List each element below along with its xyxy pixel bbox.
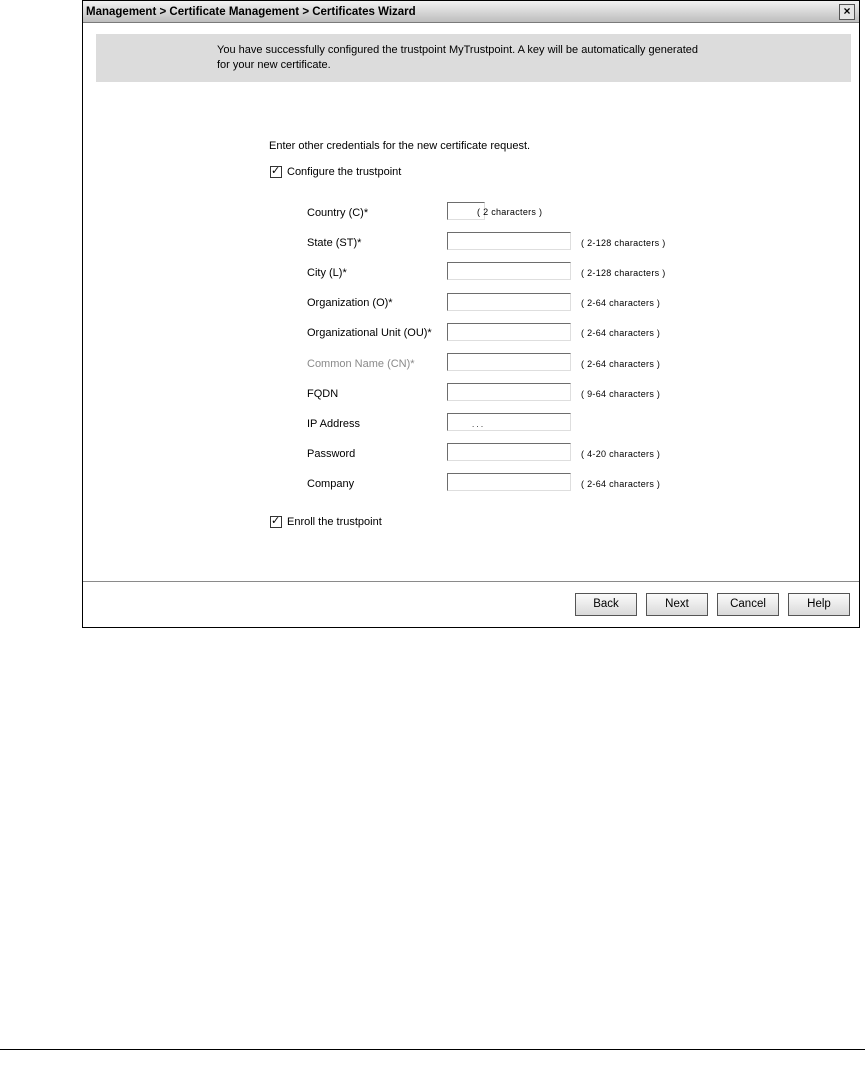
state-hint: ( 2-128 characters ) — [581, 238, 666, 248]
common-name-hint: ( 2-64 characters ) — [581, 359, 661, 369]
country-label: Country (C)* — [307, 207, 369, 219]
ip-octet-separators: . . . — [472, 420, 484, 429]
enroll-trustpoint-label: Enroll the trustpoint — [287, 516, 382, 528]
fqdn-hint: ( 9-64 characters ) — [581, 389, 661, 399]
state-label: State (ST)* — [307, 237, 362, 249]
organization-hint: ( 2-64 characters ) — [581, 298, 661, 308]
ip-address-input[interactable] — [447, 413, 571, 431]
city-label: City (L)* — [307, 267, 347, 279]
state-input[interactable] — [447, 232, 571, 250]
enroll-trustpoint-checkbox[interactable] — [270, 516, 382, 528]
company-input[interactable] — [447, 473, 571, 491]
fqdn-label: FQDN — [307, 388, 339, 400]
page-footer-rule — [0, 1049, 865, 1050]
ip-address-label: IP Address — [307, 418, 360, 430]
common-name-input — [447, 353, 571, 371]
window-title: Management > Certificate Management > Certificates Wizard — [86, 6, 416, 18]
organizational-unit-hint: ( 2-64 characters ) — [581, 328, 661, 338]
password-label: Password — [307, 448, 356, 460]
password-hint: ( 4-20 characters ) — [581, 449, 661, 459]
back-button[interactable]: Back — [575, 593, 637, 616]
banner-message-line1: You have successfully configured the trustpoint MyTrustpoint. A key will be automatically generated — [217, 44, 699, 56]
footer-separator — [83, 581, 859, 583]
next-button[interactable]: Next — [646, 593, 708, 616]
banner-message-line2: for your new certificate. — [217, 59, 331, 71]
success-banner — [96, 34, 851, 82]
common-name-label: Common Name (CN)* — [307, 358, 415, 370]
organization-label: Organization (O)* — [307, 297, 393, 309]
close-icon[interactable]: × — [839, 4, 855, 20]
title-bar — [83, 1, 859, 23]
company-hint: ( 2-64 characters ) — [581, 479, 661, 489]
city-hint: ( 2-128 characters ) — [581, 268, 666, 278]
company-label: Company — [307, 478, 355, 490]
organizational-unit-input[interactable] — [447, 323, 571, 341]
checkbox-checked-icon[interactable] — [270, 166, 282, 178]
checkbox-checked-icon[interactable] — [270, 516, 282, 528]
configure-trustpoint-label: Configure the trustpoint — [287, 166, 402, 178]
cancel-button[interactable]: Cancel — [717, 593, 779, 616]
organization-input[interactable] — [447, 293, 571, 311]
certificates-wizard-window — [82, 0, 860, 628]
help-button[interactable]: Help — [788, 593, 850, 616]
organizational-unit-label: Organizational Unit (OU)* — [307, 327, 432, 339]
city-input[interactable] — [447, 262, 571, 280]
country-hint: ( 2 characters ) — [477, 207, 543, 217]
intro-text: Enter other credentials for the new certificate request. — [269, 140, 531, 152]
configure-trustpoint-checkbox[interactable] — [270, 166, 401, 178]
banner-message — [217, 43, 777, 73]
password-input[interactable] — [447, 443, 571, 461]
fqdn-input[interactable] — [447, 383, 571, 401]
